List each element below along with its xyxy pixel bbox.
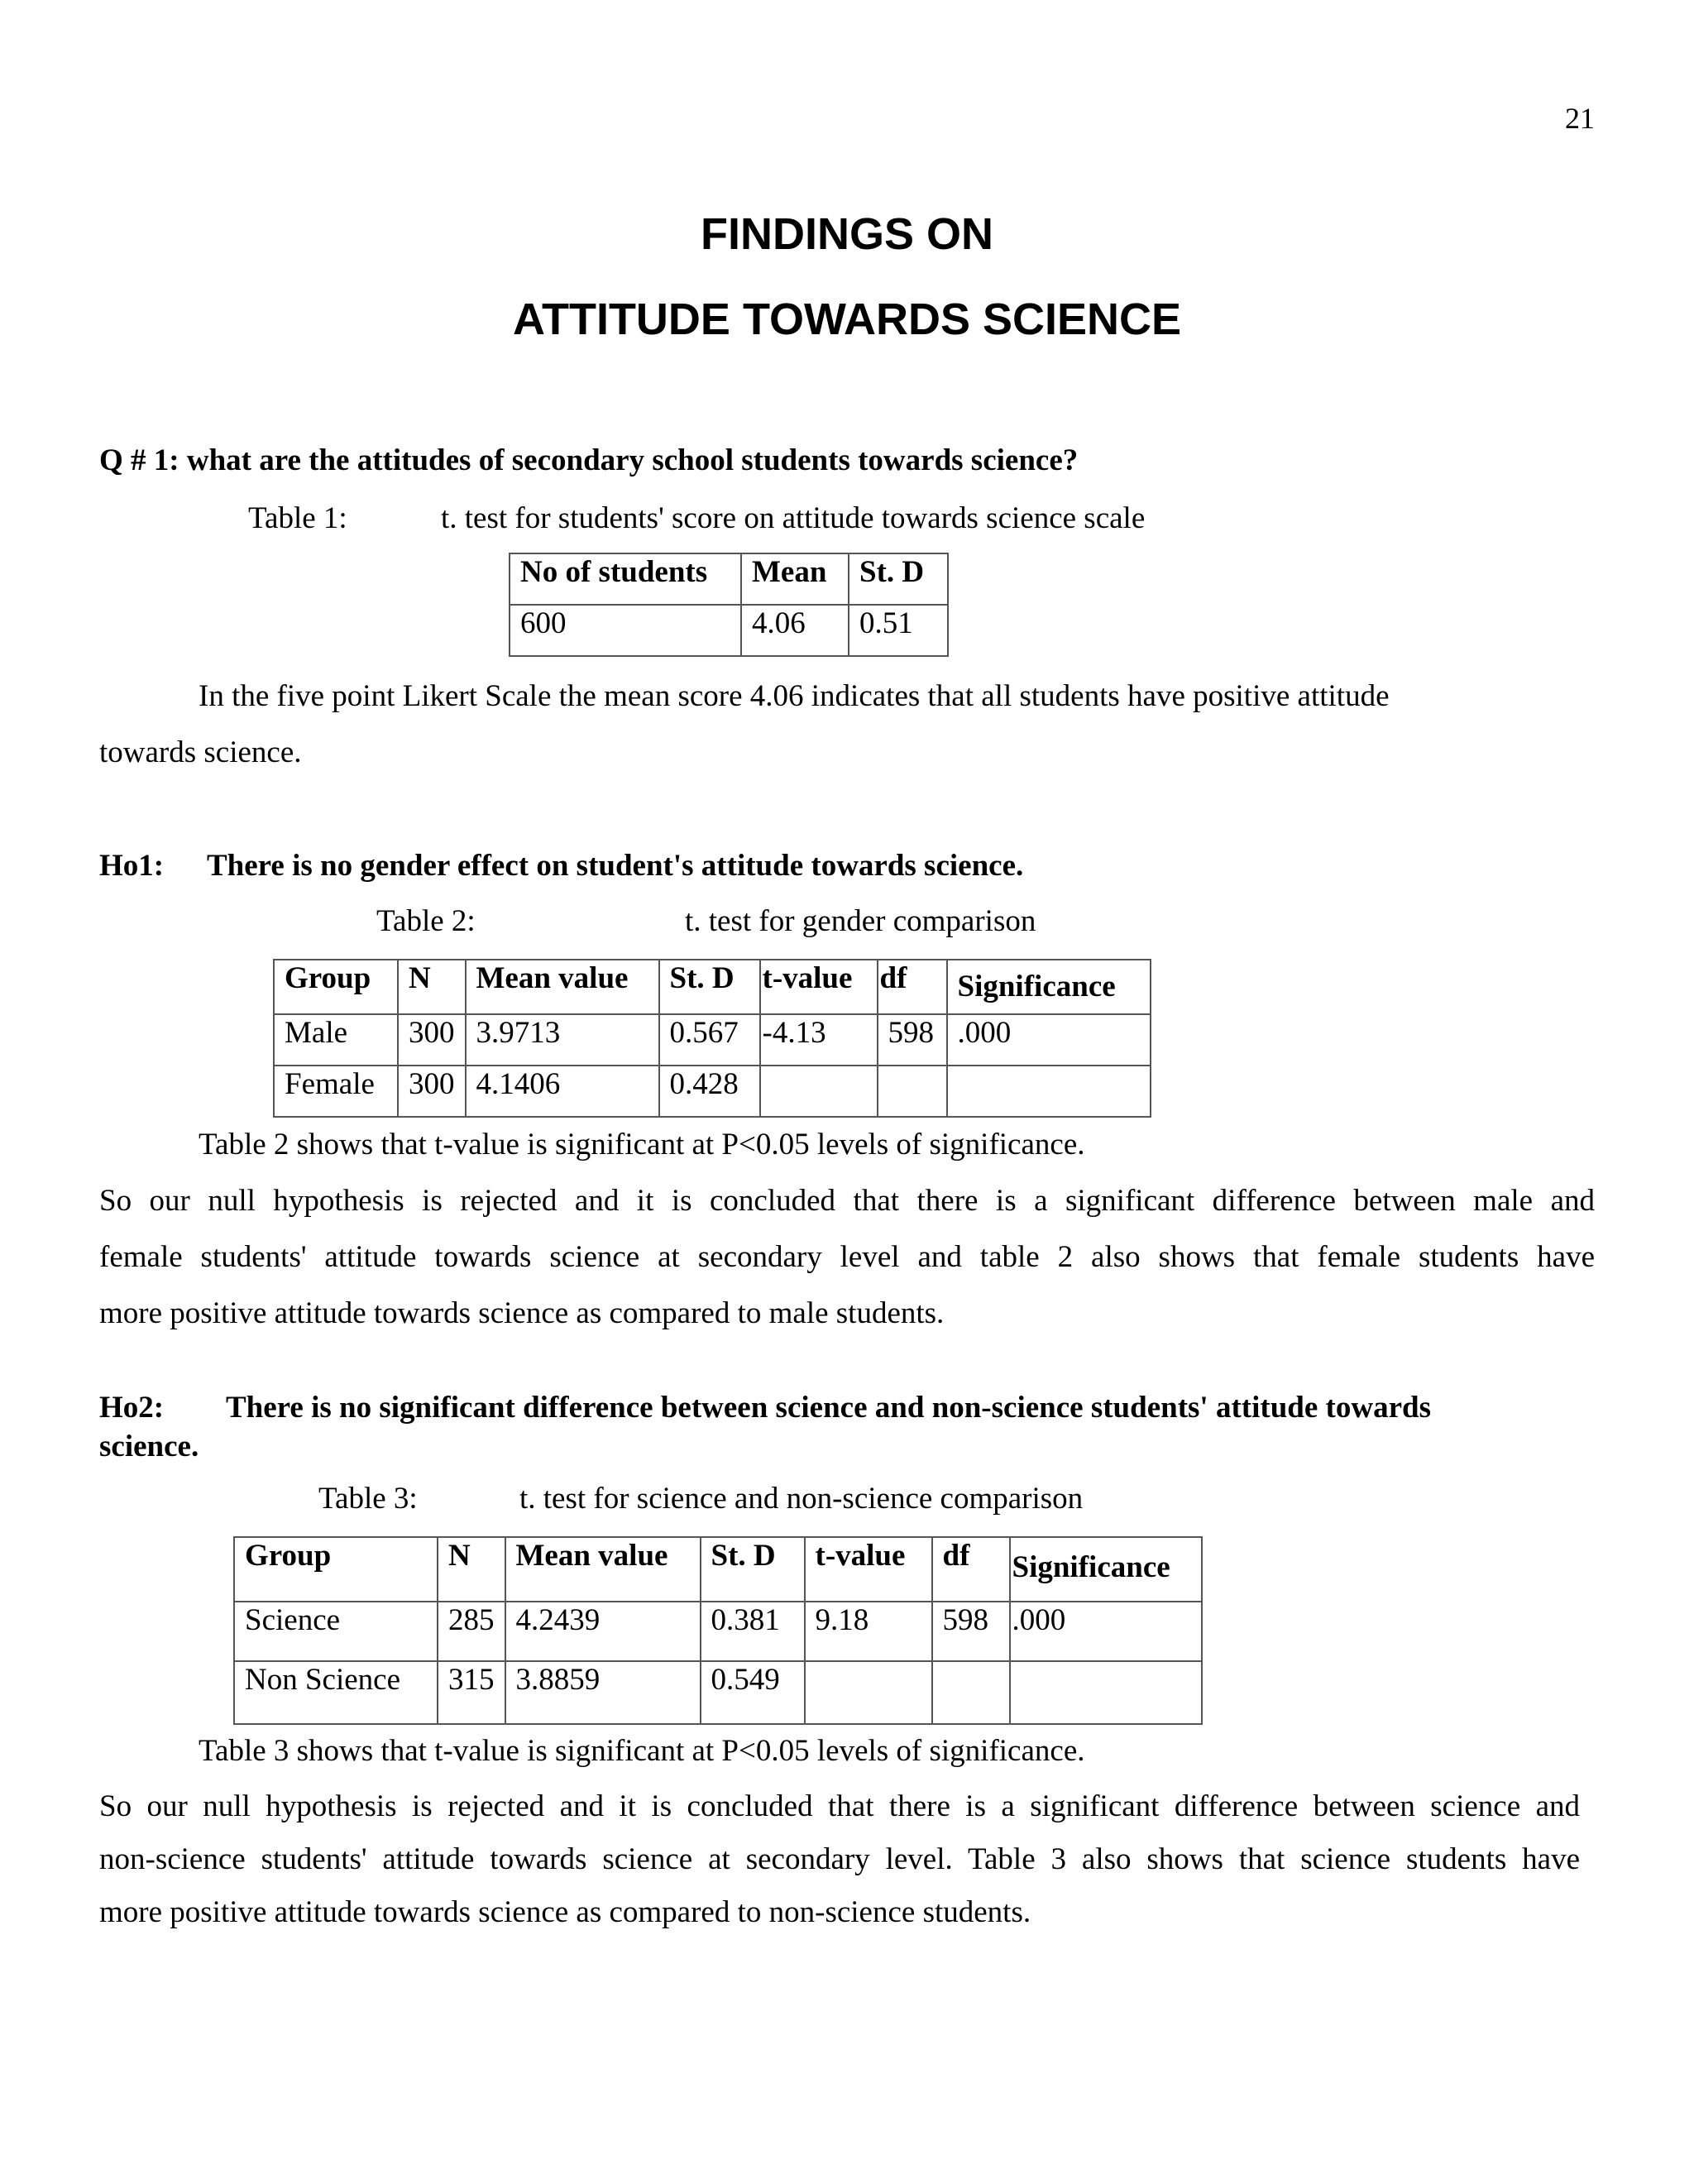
- table-3-cell: 9.18: [805, 1602, 932, 1661]
- table-2-cell: 598: [878, 1014, 947, 1066]
- ho1-label: Ho1:: [99, 849, 165, 883]
- table-1-cell: 600: [510, 605, 741, 656]
- table-2-cell: Female: [274, 1066, 398, 1117]
- table-3-cell: 0.549: [701, 1661, 805, 1724]
- table-2-cell: [878, 1066, 947, 1117]
- page-title-line1: FINDINGS ON: [700, 209, 993, 259]
- ho2-result-line3: non-science students' attitude towards science at secondary level. Table 3 also shows that science students have: [99, 1842, 1580, 1876]
- table-1: [509, 553, 949, 657]
- table-2-cell: 0.428: [659, 1066, 760, 1117]
- table-3-header: t-value: [805, 1537, 932, 1602]
- page-number: 21: [1565, 102, 1595, 135]
- ho2-result-line4: more positive attitude towards science as compared to non-science students.: [99, 1895, 1031, 1929]
- ho2-hypothesis-line2: science.: [99, 1430, 199, 1463]
- table-1-cell: 4.06: [741, 605, 849, 656]
- table-1-header: Mean: [741, 553, 849, 605]
- table-3-cell: 0.381: [701, 1602, 805, 1661]
- table-3-header: N: [438, 1537, 505, 1602]
- table-3-cell: [932, 1661, 1010, 1724]
- table-2-header: Significance: [947, 960, 1151, 1014]
- question-1: Q # 1: what are the attitudes of secondary school students towards science?: [99, 443, 1079, 477]
- page-title-line2: ATTITUDE TOWARDS SCIENCE: [512, 295, 1182, 344]
- ho1-result-line3: female students' attitude towards science at secondary level and table 2 also shows that female students have: [99, 1240, 1595, 1274]
- table-1-header: No of students: [510, 553, 741, 605]
- table-2: [273, 959, 1151, 1118]
- q1-paragraph-line1: In the five point Likert Scale the mean score 4.06 indicates that all students have positive attitude: [199, 679, 1390, 713]
- table-3-cell: .000: [1010, 1602, 1202, 1661]
- table-2-cell: 300: [398, 1014, 466, 1066]
- table-2-cell: [760, 1066, 878, 1117]
- ho1-result-line1: Table 2 shows that t-value is significant at P<0.05 levels of significance.: [199, 1128, 1085, 1161]
- table-1-cell: 0.51: [849, 605, 948, 656]
- table-1-header: St. D: [849, 553, 948, 605]
- table-1-label: Table 1:: [248, 501, 347, 535]
- table-2-cell: [947, 1066, 1151, 1117]
- table-2-cell: 0.567: [659, 1014, 760, 1066]
- table-2-cell: 3.9713: [466, 1014, 659, 1066]
- ho2-hypothesis-line1: There is no significant difference between science and non-science students' attitude towards: [226, 1391, 1431, 1425]
- table-3-cell: 285: [438, 1602, 505, 1661]
- table-2-header: St. D: [659, 960, 760, 1014]
- ho2-label: Ho2:: [99, 1391, 165, 1425]
- table-3-cell: [805, 1661, 932, 1724]
- q1-paragraph-line2: towards science.: [99, 735, 302, 769]
- ho1-hypothesis: There is no gender effect on student's attitude towards science.: [207, 849, 1024, 883]
- table-3-header: Significance: [1010, 1537, 1202, 1602]
- table-2-cell: Male: [274, 1014, 398, 1066]
- table-2-cell: -4.13: [760, 1014, 878, 1066]
- ho1-result-line2: So our null hypothesis is rejected and it is concluded that there is a significant difference between male and: [99, 1184, 1595, 1218]
- table-2-header: t-value: [760, 960, 878, 1014]
- ho2-result-line2: So our null hypothesis is rejected and it is concluded that there is a significant difference between science and: [99, 1789, 1580, 1823]
- table-2-header: N: [398, 960, 466, 1014]
- table-3-cell: 4.2439: [505, 1602, 701, 1661]
- table-2-header: Group: [274, 960, 398, 1014]
- table-3-cell: [1010, 1661, 1202, 1724]
- table-3-cell: 315: [438, 1661, 505, 1724]
- table-2-header: df: [878, 960, 947, 1014]
- table-3-caption: t. test for science and non-science comparison: [519, 1482, 1084, 1516]
- table-3-cell: Science: [234, 1602, 438, 1661]
- table-2-caption: t. test for gender comparison: [685, 904, 1036, 938]
- table-3: [233, 1536, 1203, 1725]
- table-3-header: Mean value: [505, 1537, 701, 1602]
- table-2-label: Table 2:: [376, 904, 476, 938]
- table-2-header: Mean value: [466, 960, 659, 1014]
- ho2-result-line1: Table 3 shows that t-value is significant at P<0.05 levels of significance.: [199, 1734, 1085, 1768]
- ho1-result-line4: more positive attitude towards science as compared to male students.: [99, 1296, 945, 1330]
- table-3-header: df: [932, 1537, 1010, 1602]
- table-3-cell: 3.8859: [505, 1661, 701, 1724]
- table-3-cell: Non Science: [234, 1661, 438, 1724]
- table-3-label: Table 3:: [318, 1482, 418, 1516]
- table-1-caption: t. test for students' score on attitude towards science scale: [441, 501, 1146, 535]
- table-3-cell: 598: [932, 1602, 1010, 1661]
- table-2-cell: .000: [947, 1014, 1151, 1066]
- table-2-cell: 4.1406: [466, 1066, 659, 1117]
- table-3-header: Group: [234, 1537, 438, 1602]
- table-2-cell: 300: [398, 1066, 466, 1117]
- table-3-header: St. D: [701, 1537, 805, 1602]
